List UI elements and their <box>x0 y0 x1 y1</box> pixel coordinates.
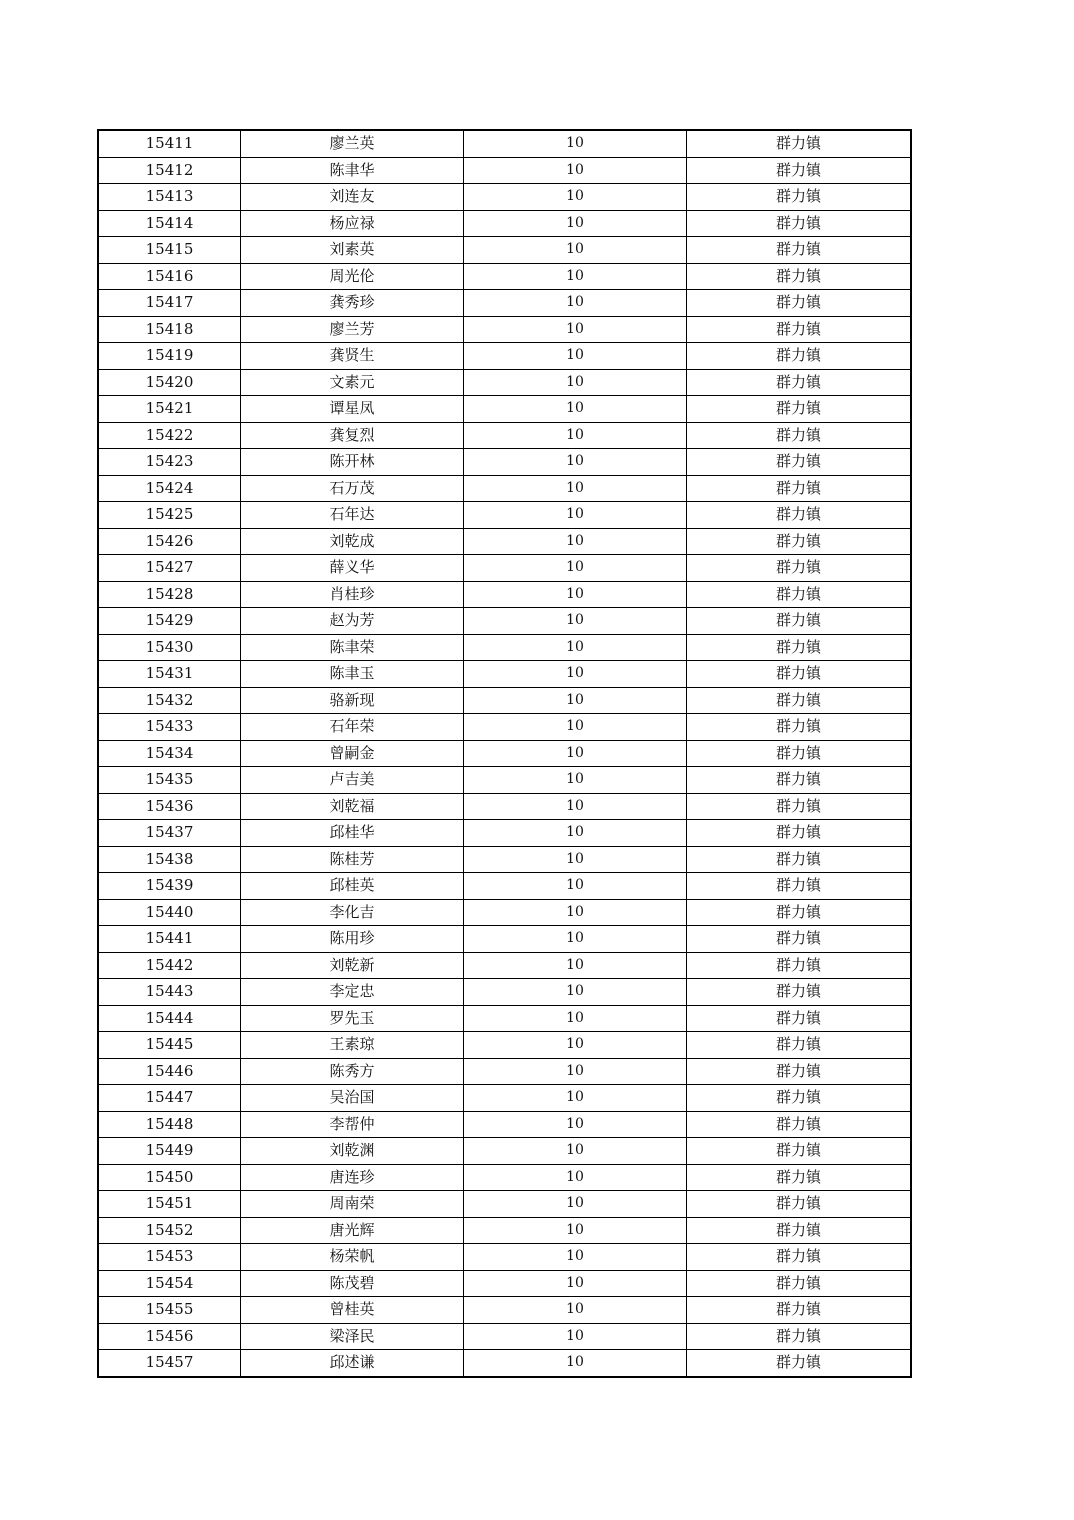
town-cell: 群力镇 <box>687 184 912 211</box>
table-row <box>98 714 911 741</box>
row-id-cell: 15414 <box>98 210 241 237</box>
table-row <box>98 343 911 370</box>
table-row <box>98 555 911 582</box>
row-id-cell: 15433 <box>98 714 241 741</box>
amount-cell: 10 <box>464 661 687 688</box>
name-cell: 曾桂英 <box>241 1297 464 1324</box>
row-id-cell: 15423 <box>98 449 241 476</box>
town-cell: 群力镇 <box>687 979 912 1006</box>
name-cell: 刘连友 <box>241 184 464 211</box>
name-cell: 杨应禄 <box>241 210 464 237</box>
table-row <box>98 793 911 820</box>
row-id-cell: 15415 <box>98 237 241 264</box>
name-cell: 刘乾渊 <box>241 1138 464 1165</box>
table-row <box>98 422 911 449</box>
amount-cell: 10 <box>464 846 687 873</box>
amount-cell: 10 <box>464 157 687 184</box>
row-id-cell: 15416 <box>98 263 241 290</box>
town-cell: 群力镇 <box>687 1191 912 1218</box>
amount-cell: 10 <box>464 502 687 529</box>
amount-cell: 10 <box>464 1005 687 1032</box>
row-id-cell: 15457 <box>98 1350 241 1377</box>
amount-cell: 10 <box>464 740 687 767</box>
row-id-cell: 15448 <box>98 1111 241 1138</box>
row-id-cell: 15422 <box>98 422 241 449</box>
name-cell: 邱述谦 <box>241 1350 464 1377</box>
town-cell: 群力镇 <box>687 1297 912 1324</box>
name-cell: 龚贤生 <box>241 343 464 370</box>
town-cell: 群力镇 <box>687 263 912 290</box>
town-cell: 群力镇 <box>687 687 912 714</box>
name-cell: 邱桂华 <box>241 820 464 847</box>
town-cell: 群力镇 <box>687 1138 912 1165</box>
amount-cell: 10 <box>464 581 687 608</box>
row-id-cell: 15437 <box>98 820 241 847</box>
row-id-cell: 15436 <box>98 793 241 820</box>
row-id-cell: 15438 <box>98 846 241 873</box>
town-cell: 群力镇 <box>687 157 912 184</box>
amount-cell: 10 <box>464 793 687 820</box>
table-row <box>98 1350 911 1377</box>
table-row <box>98 581 911 608</box>
row-id-cell: 15443 <box>98 979 241 1006</box>
town-cell: 群力镇 <box>687 952 912 979</box>
table-row <box>98 1191 911 1218</box>
name-cell: 吴治国 <box>241 1085 464 1112</box>
name-cell: 骆新现 <box>241 687 464 714</box>
amount-cell: 10 <box>464 820 687 847</box>
row-id-cell: 15442 <box>98 952 241 979</box>
amount-cell: 10 <box>464 926 687 953</box>
row-id-cell: 15441 <box>98 926 241 953</box>
name-cell: 石年荣 <box>241 714 464 741</box>
table-row <box>98 528 911 555</box>
amount-cell: 10 <box>464 396 687 423</box>
amount-cell: 10 <box>464 1138 687 1165</box>
table-row <box>98 1111 911 1138</box>
row-id-cell: 15419 <box>98 343 241 370</box>
table-body <box>98 130 911 1377</box>
row-id-cell: 15420 <box>98 369 241 396</box>
amount-cell: 10 <box>464 263 687 290</box>
table-row <box>98 369 911 396</box>
name-cell: 罗先玉 <box>241 1005 464 1032</box>
town-cell: 群力镇 <box>687 634 912 661</box>
amount-cell: 10 <box>464 1085 687 1112</box>
town-cell: 群力镇 <box>687 130 912 157</box>
amount-cell: 10 <box>464 1217 687 1244</box>
row-id-cell: 15428 <box>98 581 241 608</box>
name-cell: 石万茂 <box>241 475 464 502</box>
name-cell: 薛义华 <box>241 555 464 582</box>
amount-cell: 10 <box>464 475 687 502</box>
amount-cell: 10 <box>464 1111 687 1138</box>
name-cell: 陈聿荣 <box>241 634 464 661</box>
name-cell: 曾嗣金 <box>241 740 464 767</box>
name-cell: 廖兰芳 <box>241 316 464 343</box>
amount-cell: 10 <box>464 608 687 635</box>
town-cell: 群力镇 <box>687 1164 912 1191</box>
row-id-cell: 15450 <box>98 1164 241 1191</box>
name-cell: 谭星凤 <box>241 396 464 423</box>
row-id-cell: 15453 <box>98 1244 241 1271</box>
row-id-cell: 15447 <box>98 1085 241 1112</box>
row-id-cell: 15454 <box>98 1270 241 1297</box>
table-row <box>98 290 911 317</box>
town-cell: 群力镇 <box>687 343 912 370</box>
amount-cell: 10 <box>464 687 687 714</box>
town-cell: 群力镇 <box>687 422 912 449</box>
name-cell: 文素元 <box>241 369 464 396</box>
amount-cell: 10 <box>464 316 687 343</box>
amount-cell: 10 <box>464 369 687 396</box>
data-table <box>97 129 912 1378</box>
table-row <box>98 210 911 237</box>
row-id-cell: 15446 <box>98 1058 241 1085</box>
table-row <box>98 1270 911 1297</box>
name-cell: 李化吉 <box>241 899 464 926</box>
amount-cell: 10 <box>464 1032 687 1059</box>
table-row <box>98 873 911 900</box>
amount-cell: 10 <box>464 343 687 370</box>
town-cell: 群力镇 <box>687 793 912 820</box>
row-id-cell: 15452 <box>98 1217 241 1244</box>
town-cell: 群力镇 <box>687 1217 912 1244</box>
name-cell: 卢吉美 <box>241 767 464 794</box>
table-row <box>98 820 911 847</box>
row-id-cell: 15440 <box>98 899 241 926</box>
row-id-cell: 15445 <box>98 1032 241 1059</box>
town-cell: 群力镇 <box>687 1032 912 1059</box>
table-row <box>98 634 911 661</box>
town-cell: 群力镇 <box>687 740 912 767</box>
name-cell: 肖桂珍 <box>241 581 464 608</box>
row-id-cell: 15425 <box>98 502 241 529</box>
row-id-cell: 15411 <box>98 130 241 157</box>
name-cell: 陈聿华 <box>241 157 464 184</box>
table-row <box>98 316 911 343</box>
row-id-cell: 15417 <box>98 290 241 317</box>
table-row <box>98 237 911 264</box>
name-cell: 刘乾新 <box>241 952 464 979</box>
amount-cell: 10 <box>464 1323 687 1350</box>
town-cell: 群力镇 <box>687 767 912 794</box>
amount-cell: 10 <box>464 1058 687 1085</box>
amount-cell: 10 <box>464 130 687 157</box>
row-id-cell: 15455 <box>98 1297 241 1324</box>
table-row <box>98 740 911 767</box>
table-row <box>98 130 911 157</box>
table-row <box>98 1138 911 1165</box>
table-row <box>98 926 911 953</box>
name-cell: 周光伦 <box>241 263 464 290</box>
amount-cell: 10 <box>464 237 687 264</box>
name-cell: 李帮仲 <box>241 1111 464 1138</box>
town-cell: 群力镇 <box>687 820 912 847</box>
town-cell: 群力镇 <box>687 661 912 688</box>
name-cell: 赵为芳 <box>241 608 464 635</box>
table-row <box>98 1058 911 1085</box>
table-row <box>98 1032 911 1059</box>
amount-cell: 10 <box>464 899 687 926</box>
amount-cell: 10 <box>464 184 687 211</box>
table-row <box>98 846 911 873</box>
amount-cell: 10 <box>464 1270 687 1297</box>
town-cell: 群力镇 <box>687 475 912 502</box>
town-cell: 群力镇 <box>687 581 912 608</box>
name-cell: 邱桂英 <box>241 873 464 900</box>
town-cell: 群力镇 <box>687 528 912 555</box>
table-row <box>98 475 911 502</box>
row-id-cell: 15444 <box>98 1005 241 1032</box>
name-cell: 陈桂芳 <box>241 846 464 873</box>
row-id-cell: 15421 <box>98 396 241 423</box>
amount-cell: 10 <box>464 422 687 449</box>
name-cell: 陈开林 <box>241 449 464 476</box>
table-row <box>98 608 911 635</box>
row-id-cell: 15413 <box>98 184 241 211</box>
row-id-cell: 15432 <box>98 687 241 714</box>
town-cell: 群力镇 <box>687 237 912 264</box>
name-cell: 唐连珍 <box>241 1164 464 1191</box>
town-cell: 群力镇 <box>687 873 912 900</box>
town-cell: 群力镇 <box>687 1350 912 1377</box>
town-cell: 群力镇 <box>687 926 912 953</box>
table-row <box>98 661 911 688</box>
table-row <box>98 952 911 979</box>
row-id-cell: 15429 <box>98 608 241 635</box>
table-row <box>98 1323 911 1350</box>
town-cell: 群力镇 <box>687 369 912 396</box>
name-cell: 廖兰英 <box>241 130 464 157</box>
town-cell: 群力镇 <box>687 608 912 635</box>
town-cell: 群力镇 <box>687 1085 912 1112</box>
name-cell: 周南荣 <box>241 1191 464 1218</box>
town-cell: 群力镇 <box>687 502 912 529</box>
row-id-cell: 15431 <box>98 661 241 688</box>
amount-cell: 10 <box>464 210 687 237</box>
row-id-cell: 15412 <box>98 157 241 184</box>
town-cell: 群力镇 <box>687 1058 912 1085</box>
table-row <box>98 184 911 211</box>
amount-cell: 10 <box>464 714 687 741</box>
town-cell: 群力镇 <box>687 1244 912 1271</box>
town-cell: 群力镇 <box>687 1323 912 1350</box>
table-row <box>98 449 911 476</box>
amount-cell: 10 <box>464 1297 687 1324</box>
table-row <box>98 687 911 714</box>
town-cell: 群力镇 <box>687 846 912 873</box>
town-cell: 群力镇 <box>687 1270 912 1297</box>
table-row <box>98 899 911 926</box>
row-id-cell: 15418 <box>98 316 241 343</box>
name-cell: 龚复烈 <box>241 422 464 449</box>
name-cell: 刘乾福 <box>241 793 464 820</box>
table-row <box>98 1244 911 1271</box>
table-row <box>98 1164 911 1191</box>
name-cell: 陈茂碧 <box>241 1270 464 1297</box>
row-id-cell: 15434 <box>98 740 241 767</box>
name-cell: 陈聿玉 <box>241 661 464 688</box>
town-cell: 群力镇 <box>687 316 912 343</box>
row-id-cell: 15430 <box>98 634 241 661</box>
row-id-cell: 15427 <box>98 555 241 582</box>
row-id-cell: 15435 <box>98 767 241 794</box>
town-cell: 群力镇 <box>687 1111 912 1138</box>
row-id-cell: 15451 <box>98 1191 241 1218</box>
amount-cell: 10 <box>464 528 687 555</box>
town-cell: 群力镇 <box>687 555 912 582</box>
row-id-cell: 15426 <box>98 528 241 555</box>
amount-cell: 10 <box>464 1244 687 1271</box>
town-cell: 群力镇 <box>687 396 912 423</box>
amount-cell: 10 <box>464 1164 687 1191</box>
name-cell: 李定忠 <box>241 979 464 1006</box>
row-id-cell: 15449 <box>98 1138 241 1165</box>
name-cell: 陈用珍 <box>241 926 464 953</box>
amount-cell: 10 <box>464 449 687 476</box>
table-row <box>98 1297 911 1324</box>
table-row <box>98 263 911 290</box>
name-cell: 刘素英 <box>241 237 464 264</box>
town-cell: 群力镇 <box>687 899 912 926</box>
name-cell: 梁泽民 <box>241 1323 464 1350</box>
name-cell: 王素琼 <box>241 1032 464 1059</box>
town-cell: 群力镇 <box>687 290 912 317</box>
name-cell: 唐光辉 <box>241 1217 464 1244</box>
amount-cell: 10 <box>464 979 687 1006</box>
table-row <box>98 1085 911 1112</box>
amount-cell: 10 <box>464 873 687 900</box>
row-id-cell: 15456 <box>98 1323 241 1350</box>
row-id-cell: 15439 <box>98 873 241 900</box>
table-row <box>98 979 911 1006</box>
amount-cell: 10 <box>464 1191 687 1218</box>
name-cell: 陈秀方 <box>241 1058 464 1085</box>
town-cell: 群力镇 <box>687 210 912 237</box>
amount-cell: 10 <box>464 555 687 582</box>
name-cell: 杨荣帆 <box>241 1244 464 1271</box>
town-cell: 群力镇 <box>687 449 912 476</box>
table-row <box>98 502 911 529</box>
amount-cell: 10 <box>464 1350 687 1377</box>
town-cell: 群力镇 <box>687 1005 912 1032</box>
town-cell: 群力镇 <box>687 714 912 741</box>
amount-cell: 10 <box>464 290 687 317</box>
row-id-cell: 15424 <box>98 475 241 502</box>
table-row <box>98 767 911 794</box>
name-cell: 刘乾成 <box>241 528 464 555</box>
amount-cell: 10 <box>464 634 687 661</box>
table-row <box>98 1005 911 1032</box>
table-row <box>98 1217 911 1244</box>
name-cell: 龚秀珍 <box>241 290 464 317</box>
table-row <box>98 157 911 184</box>
table-row <box>98 396 911 423</box>
amount-cell: 10 <box>464 767 687 794</box>
amount-cell: 10 <box>464 952 687 979</box>
name-cell: 石年达 <box>241 502 464 529</box>
